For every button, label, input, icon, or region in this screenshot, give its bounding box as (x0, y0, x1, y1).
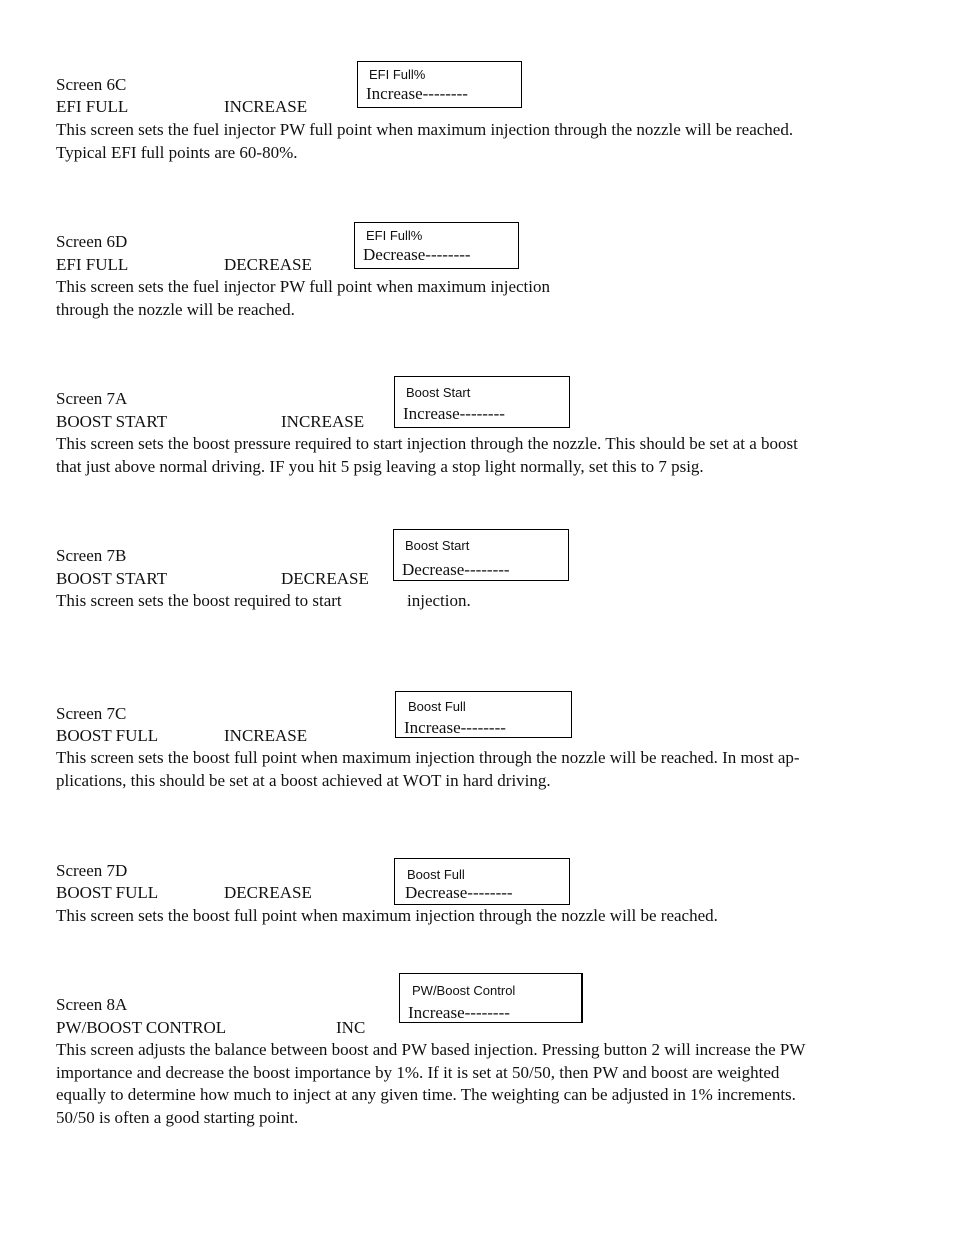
parameter-name: BOOST FULL (56, 726, 159, 745)
parameter-name: BOOST START (56, 569, 168, 588)
description-line: that just above normal driving. IF you hit 5 psig leaving a stop light normally, set this to 7 psig. (56, 457, 704, 476)
lcd-label: Boost Full (408, 699, 466, 714)
parameter-name: PW/BOOST CONTROL (56, 1018, 227, 1037)
lcd-value: Increase-------- (408, 1003, 510, 1022)
action-label: DECREASE (224, 883, 312, 902)
screen-title: Screen 8A (56, 995, 128, 1014)
lcd-value: Decrease-------- (405, 883, 513, 902)
lcd-display-box (395, 691, 572, 738)
lcd-label: EFI Full% (366, 228, 423, 243)
lcd-display-box (399, 973, 583, 1023)
lcd-value: Decrease-------- (402, 560, 510, 579)
lcd-value: Increase-------- (403, 404, 505, 423)
lcd-display-box (357, 61, 522, 108)
parameter-name: BOOST START (56, 412, 168, 431)
description-line: importance and decrease the boost importance by 1%. If it is set at 50/50, then PW and boost are weighted (56, 1063, 780, 1082)
description-line: This screen adjusts the balance between boost and PW based injection. Pressing button 2 will increase the PW (56, 1040, 806, 1059)
lcd-display-box (393, 529, 569, 581)
lcd-label: Boost Full (407, 867, 465, 882)
parameter-name: EFI FULL (56, 255, 129, 274)
screen-title: Screen 7B (56, 546, 127, 565)
lcd-display-box (354, 222, 519, 269)
description-line: through the nozzle will be reached. (56, 300, 295, 319)
lcd-display-box (394, 858, 570, 905)
lcd-label: PW/Boost Control (412, 983, 516, 998)
lcd-value: Increase-------- (366, 84, 468, 103)
description-line: equally to determine how much to inject at any given time. The weighting can be adjusted in 1% increments. (56, 1085, 796, 1104)
description-line: Typical EFI full points are 60-80%. (56, 143, 298, 162)
lcd-label: EFI Full% (369, 67, 426, 82)
lcd-label: Boost Start (405, 538, 470, 553)
lcd-value: Decrease-------- (363, 245, 471, 264)
description-line: This screen sets the fuel injector PW full point when maximum injection through the nozzle will be reached. (56, 120, 794, 139)
action-label: INC (336, 1018, 366, 1037)
description-line: plications, this should be set at a boost achieved at WOT in hard driving. (56, 771, 551, 790)
action-label: INCREASE (224, 726, 308, 745)
lcd-value: Increase-------- (404, 718, 506, 737)
screen-title: Screen 6D (56, 232, 128, 251)
description-line: This screen sets the boost full point when maximum injection through the nozzle will be reached. (56, 906, 718, 925)
lcd-label: Boost Start (406, 385, 471, 400)
description-line: This screen sets the boost pressure required to start injection through the nozzle. This should be set at a boost (56, 434, 798, 453)
screen-title: Screen 7D (56, 861, 128, 880)
description-line: This screen sets the boost full point when maximum injection through the nozzle will be reached. In most ap- (56, 748, 800, 767)
parameter-name: BOOST FULL (56, 883, 159, 902)
lcd-display-box (394, 376, 570, 428)
screen-title: Screen 7C (56, 704, 127, 723)
description-line: 50/50 is often a good starting point. (56, 1108, 299, 1127)
action-label: INCREASE (281, 412, 365, 431)
action-label: DECREASE (224, 255, 312, 274)
screen-title: Screen 6C (56, 75, 127, 94)
description-line: injection. (407, 591, 471, 610)
description-line: This screen sets the fuel injector PW full point when maximum injection (56, 277, 550, 296)
parameter-name: EFI FULL (56, 97, 129, 116)
description-line: This screen sets the boost required to start (56, 591, 342, 610)
action-label: INCREASE (224, 97, 308, 116)
action-label: DECREASE (281, 569, 369, 588)
screen-title: Screen 7A (56, 389, 128, 408)
